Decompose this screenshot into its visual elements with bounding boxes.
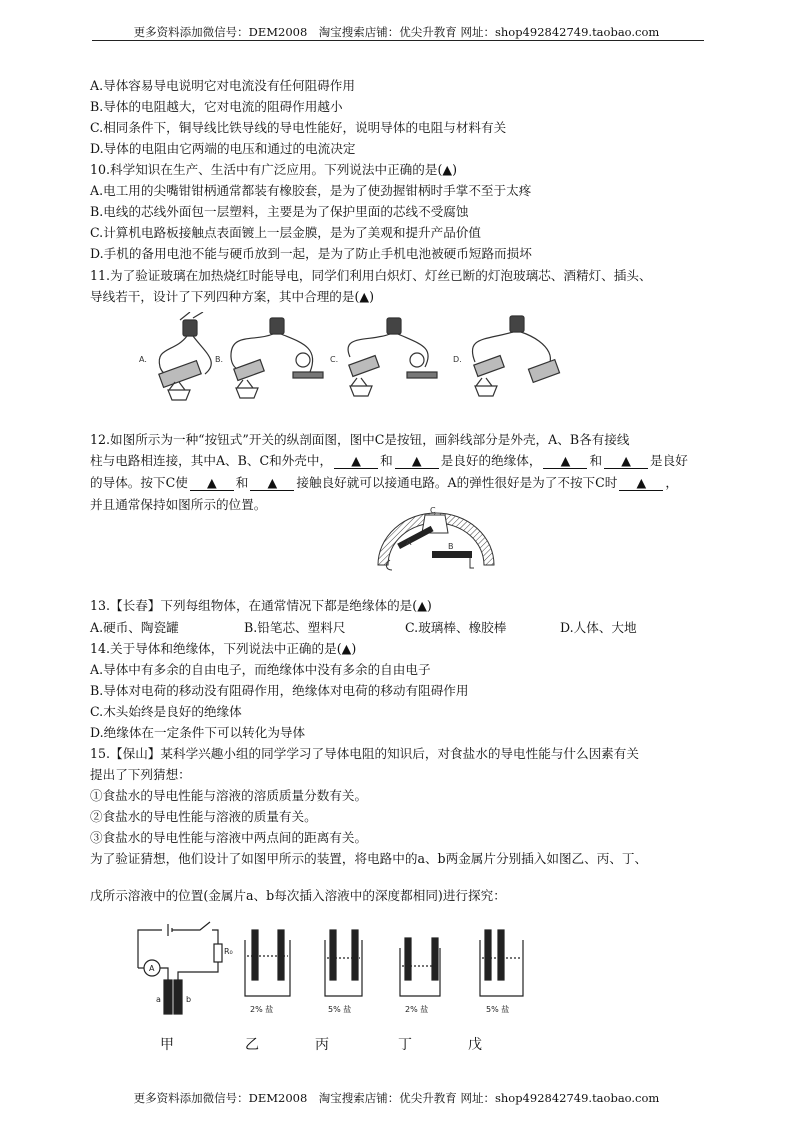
beaker-label-1: 2% 盐 <box>250 1005 274 1014</box>
q15-stem-2: 提出了下列猜想： <box>90 767 191 782</box>
q12-text: 和 <box>589 453 603 468</box>
caption-jia: 甲 <box>160 1037 174 1053</box>
beaker-label-4: 5% 盐 <box>486 1005 510 1014</box>
q15-stem-4: 戊所示溶液中的位置(金属片a、b每次插入溶液中的深度都相同)进行探究： <box>90 888 506 903</box>
page-footer: 更多资料添加微信号：DEM2008 淘宝搜索店铺：优尖升教育 网址：shop492842749.taobao.com <box>133 1091 660 1105</box>
q12-stem-4: 并且通常保持如图所示的位置。 <box>90 497 267 512</box>
caption-wu: 戊 <box>468 1037 482 1053</box>
q14-stem: 14.关于导体和绝缘体，下列说法中正确的是(▲) <box>90 641 357 656</box>
q15-figure <box>130 918 540 1018</box>
caption-ding: 丁 <box>398 1037 412 1053</box>
q10-option-c: C.计算机电路板接触点表面镀上一层金膜，是为了美观和提升产品价值 <box>90 225 482 240</box>
q10-stem: 10.科学知识在生产、生活中有广泛应用。下列说法中正确的是(▲) <box>90 162 457 177</box>
label-a: A <box>406 538 412 547</box>
beaker-label-2: 5% 盐 <box>328 1005 352 1014</box>
q11-figure <box>135 312 565 412</box>
blank-4[interactable]: ▲ <box>604 454 648 469</box>
q12-text: ， <box>665 475 678 490</box>
beaker-label-3: 2% 盐 <box>405 1005 429 1014</box>
blank-2[interactable]: ▲ <box>395 454 439 469</box>
ammeter-label: A <box>149 964 155 973</box>
q12-text: 柱与电路相连接，其中A、B、C和外壳中， <box>90 453 333 468</box>
q15-stem-1: 15.【保山】某科学兴趣小组的同学学习了导体电阻的知识后，对食盐水的导电性能与什么因素有关 <box>90 746 639 761</box>
blank-6[interactable]: ▲ <box>250 476 294 491</box>
q11-stem-1: 11.为了验证玻璃在加热烧红时能导电，同学们利用白炽灯、灯丝已断的灯泡玻璃芯、酒精灯、插头、 <box>90 268 652 283</box>
q15-guess-3: ③食盐水的导电性能与溶液中两点间的距离有关。 <box>90 830 368 845</box>
q10-option-b: B.电线的芯线外面包一层塑料，主要是为了保护里面的芯线不受腐蚀 <box>90 204 469 219</box>
q14-option-d: D.绝缘体在一定条件下可以转化为导体 <box>90 725 306 740</box>
q11-label-c: C. <box>330 355 339 364</box>
blank-7[interactable]: ▲ <box>619 476 663 491</box>
q12-stem-2 <box>90 453 688 469</box>
q14-option-c: C.木头始终是良好的绝缘体 <box>90 704 242 719</box>
q11-stem-2: 导线若干，设计了下列四种方案，其中合理的是(▲) <box>90 289 374 304</box>
q13-stem: 13.【长春】下列每组物体，在通常情况下都是绝缘体的是(▲) <box>90 598 432 613</box>
q13-option-d: D.人体、大地 <box>560 620 637 635</box>
blank-5[interactable]: ▲ <box>190 476 234 491</box>
q12-stem-1: 12.如图所示为一种“按钮式”开关的纵剖面图，图中C是按钮，画斜线部分是外壳，A、B各有接线 <box>90 432 630 447</box>
q9-option-d: D.导体的电阻由它两端的电压和通过的电流决定 <box>90 141 356 156</box>
plate-a-label: a <box>156 995 161 1004</box>
q13-option-c: C.玻璃棒、橡胶棒 <box>405 620 507 635</box>
q10-option-a: A.电工用的尖嘴钳钳柄通常都装有橡胶套，是为了使劲握钳柄时手掌不至于太疼 <box>90 183 532 198</box>
q14-option-b: B.导体对电荷的移动没有阻碍作用，绝缘体对电荷的移动有阻碍作用 <box>90 683 469 698</box>
q12-text: 是良好的绝缘体， <box>440 453 542 468</box>
q11-label-d: D. <box>453 355 462 364</box>
q15-guess-1: ①食盐水的导电性能与溶液的溶质质量分数有关。 <box>90 788 368 803</box>
caption-yi: 乙 <box>245 1037 259 1053</box>
q9-option-b: B.导体的电阻越大，它对电流的阻碍作用越小 <box>90 99 343 114</box>
q13-option-a: A.硬币、陶瓷罐 <box>90 620 179 635</box>
q12-text: 的导体。按下C使 <box>90 475 188 490</box>
q11-label-a: A. <box>139 355 147 364</box>
q12-text: 接触良好就可以接通电路。A的弹性很好是为了不按下C时 <box>296 475 618 490</box>
resistor-label: R₀ <box>224 947 233 956</box>
blank-1[interactable]: ▲ <box>334 454 378 469</box>
label-b: B <box>448 542 454 551</box>
q10-option-d: D.手机的备用电池不能与硬币放到一起，是为了防止手机电池被硬币短路而损坏 <box>90 246 532 261</box>
blank-3[interactable]: ▲ <box>543 454 587 469</box>
q14-option-a: A.导体中有多余的自由电子，而绝缘体中没有多余的自由电子 <box>90 662 431 677</box>
q11-label-b: B. <box>215 355 224 364</box>
q13-option-b: B.铅笔芯、塑料尺 <box>244 620 346 635</box>
q15-guess-2: ②食盐水的导电性能与溶液的质量有关。 <box>90 809 317 824</box>
header-rule <box>92 40 704 41</box>
q9-option-c: C.相同条件下，铜导线比铁导线的导电性能好，说明导体的电阻与材料有关 <box>90 120 507 135</box>
q9-option-a: A.导体容易导电说明它对电流没有任何阻碍作用 <box>90 78 355 93</box>
q15-stem-3: 为了验证猜想，他们设计了如图甲所示的装置，将电路中的a、b两金属片分别插入如图乙、丙、丁、 <box>90 851 648 866</box>
page-header: 更多资料添加微信号：DEM2008 淘宝搜索店铺：优尖升教育 网址：shop492842749.taobao.com <box>133 25 660 39</box>
plate-b-label: b <box>186 995 192 1004</box>
label-c: C <box>430 506 436 515</box>
q12-stem-3 <box>90 475 678 491</box>
q12-text: 和 <box>235 475 249 490</box>
q12-text: 和 <box>380 453 393 468</box>
q12-text: 是良好 <box>650 453 688 468</box>
caption-bing: 丙 <box>315 1037 329 1053</box>
q12-switch-figure <box>370 505 500 580</box>
